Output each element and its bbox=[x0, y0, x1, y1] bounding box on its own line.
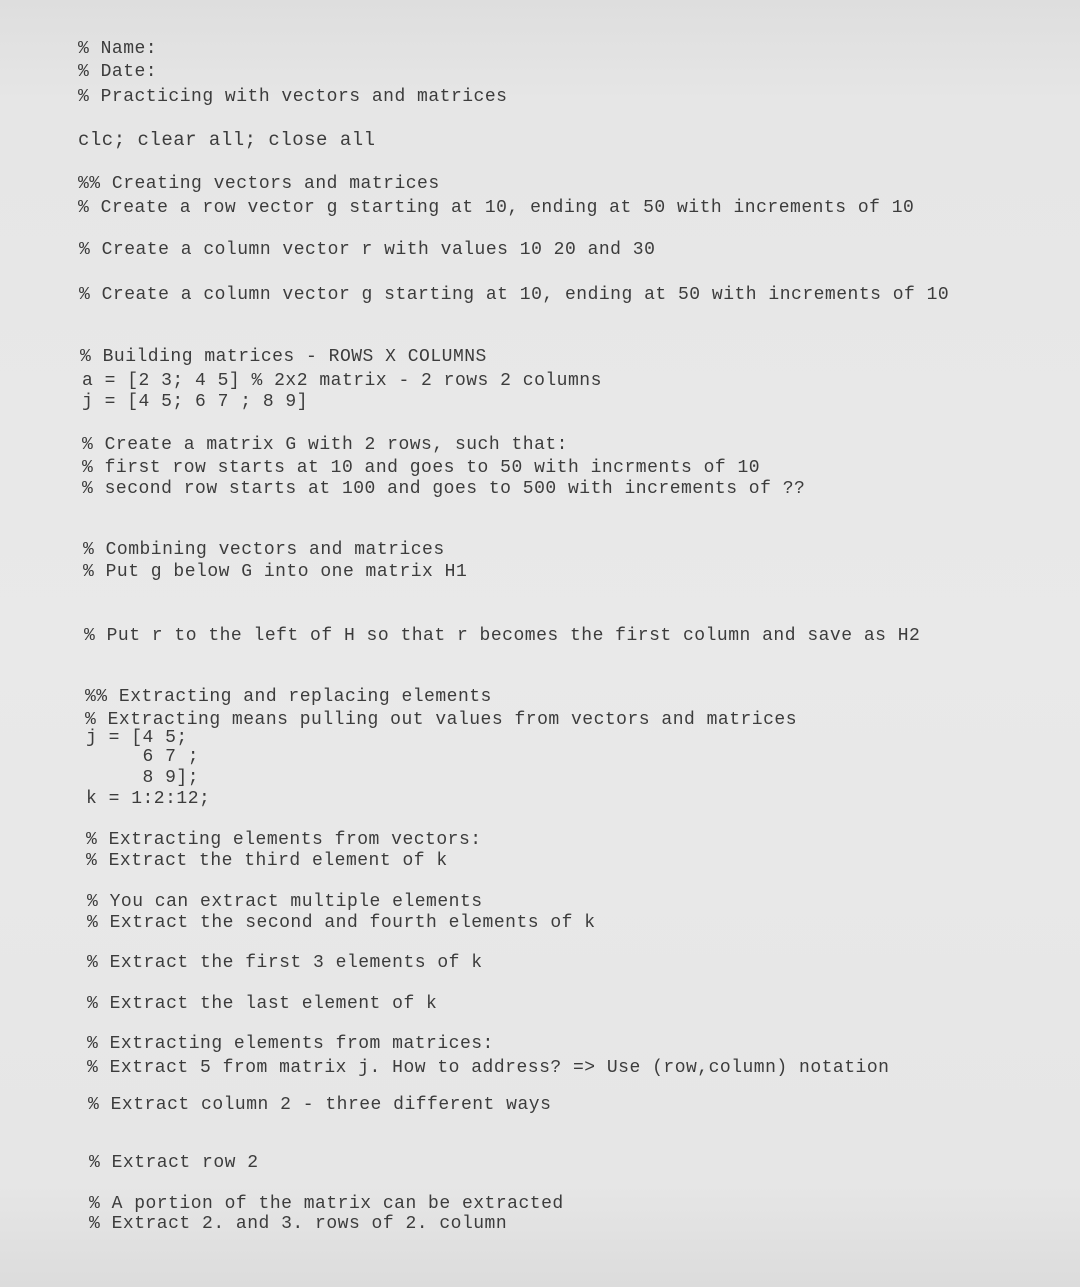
code-line: % Extract the second and fourth elements of k bbox=[87, 913, 596, 933]
code-line: % Extracting means pulling out values from vectors and matrices bbox=[85, 710, 798, 730]
code-line: % Extract 5 from matrix j. How to address? => Use (row,column) notation bbox=[87, 1058, 890, 1078]
code-line: % Combining vectors and matrices bbox=[83, 540, 445, 560]
code-line: % Extract 2. and 3. rows of 2. column bbox=[89, 1214, 508, 1234]
code-line: % A portion of the matrix can be extracted bbox=[89, 1194, 564, 1214]
code-line: 8 9]; bbox=[86, 768, 200, 788]
code-line: j = [4 5; 6 7 ; 8 9] bbox=[82, 392, 309, 412]
code-line: % Extracting elements from matrices: bbox=[87, 1034, 494, 1054]
code-line: % Create a row vector g starting at 10, ending at 50 with increments of 10 bbox=[78, 198, 915, 218]
code-line: % Name: bbox=[78, 39, 158, 59]
code-line: % Practicing with vectors and matrices bbox=[78, 87, 508, 107]
code-line: 6 7 ; bbox=[86, 747, 200, 767]
code-line: % Extract column 2 - three different ways bbox=[88, 1095, 552, 1115]
code-line: %% Extracting and replacing elements bbox=[85, 687, 492, 707]
code-line: % Extract row 2 bbox=[89, 1153, 259, 1173]
code-line: % Create a matrix G with 2 rows, such that: bbox=[82, 435, 568, 455]
code-line: % Extract the third element of k bbox=[86, 851, 448, 871]
code-line: clc; clear all; close all bbox=[78, 129, 376, 151]
code-line: % Put g below G into one matrix H1 bbox=[83, 562, 468, 582]
code-line: % Extract the first 3 elements of k bbox=[87, 953, 483, 973]
code-line: j = [4 5; bbox=[86, 728, 188, 748]
code-line: a = [2 3; 4 5] % 2x2 matrix - 2 rows 2 columns bbox=[82, 371, 602, 391]
code-line: % Create a column vector r with values 10 20 and 30 bbox=[79, 240, 656, 260]
code-line: % Extracting elements from vectors: bbox=[86, 830, 482, 850]
code-line: % Put r to the left of H so that r becomes the first column and save as H2 bbox=[84, 626, 921, 646]
code-line: % You can extract multiple elements bbox=[87, 892, 483, 912]
code-line: % Date: bbox=[78, 62, 158, 82]
code-line: %% Creating vectors and matrices bbox=[78, 174, 440, 194]
code-line: % Extract the last element of k bbox=[87, 994, 438, 1014]
code-line: k = 1:2:12; bbox=[86, 789, 211, 809]
code-line: % Building matrices - ROWS X COLUMNS bbox=[80, 347, 487, 367]
code-line: % first row starts at 10 and goes to 50 with incrments of 10 bbox=[82, 458, 761, 478]
code-line: % second row starts at 100 and goes to 500 with increments of ?? bbox=[82, 479, 806, 499]
code-line: % Create a column vector g starting at 10, ending at 50 with increments of 10 bbox=[79, 285, 950, 305]
